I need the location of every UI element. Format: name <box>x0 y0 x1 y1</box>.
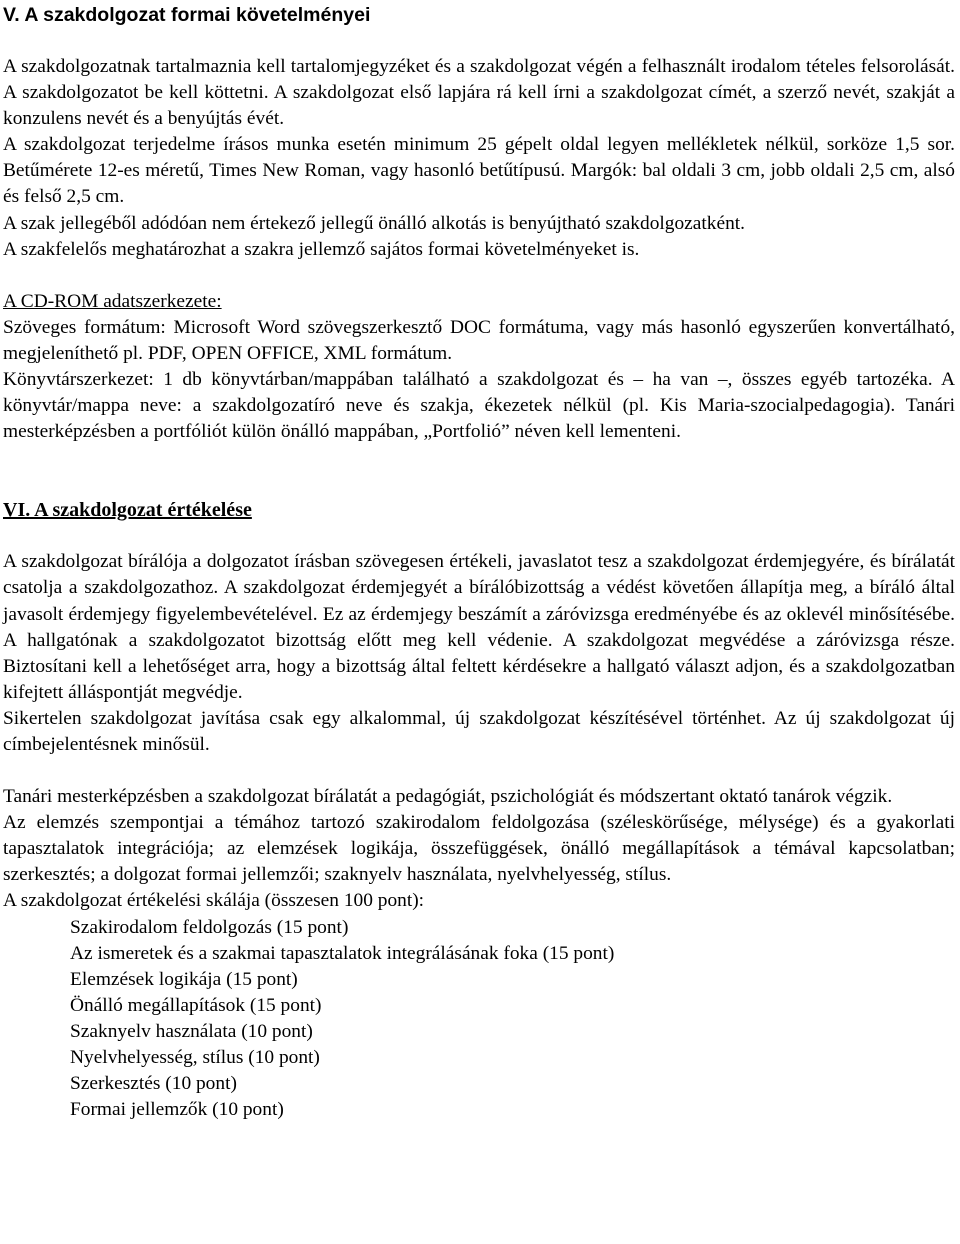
spacer <box>3 445 955 497</box>
cdrom-title: A CD-ROM adatszerkezete: <box>3 290 222 312</box>
section-6-paragraph-1: A szakdolgozat bírálója a dolgozatot írásban szövegesen értékeli, javaslatot tesz a szakdolgozat érdemjegyére, és bírálatát csatolja a szakdolgozathoz. A szakdolgozat érdemjegyét a bírálóbizottság a védést követően állapítja meg, a bíráló által javasolt érdemjegy figyelembevételével. Ez az érdemjegy beszámít a záróvizsga eredményébe és az oklevél minősítésébe. A hallgatónak a szakdolgozatot bizottság előtt meg kell védenie. A szakdolgozat megvédése a záróvizsga része. Biztosítani kell a lehetőséget arra, hogy a bizottság által feltett kérdésekre a hallgató választ adjon, és a szakdolgozatban kifejtett álláspontját megvédje. <box>3 551 955 703</box>
section-5-paragraph-1: A szakdolgozatnak tartalmaznia kell tartalomjegyzéket és a szakdolgozat végén a felhasznált irodalom tételes felsorolását. A szakdolgozatot be kell köttetni. A szakdolgozat első lapjára rá kell írni a szakdolgozat címét, a szerző nevét, szakját a konzulens nevét és a benyújtás évét. <box>3 56 955 130</box>
evaluation-scale-list <box>3 915 955 1124</box>
section-6-paragraph-4: Az elemzés szempontjai a témához tartozó szakirodalom feldolgozása (széleskörűsége, mélysége) és a gyakorlati tapasztalatok integrációja; az elemzések logikája, összefüggések, önálló megállapítások a témával kapcsolatban; szerkesztés; a dolgozat formai jellemzői; szaknyelv használata, nyelvhelyesség, stílus. <box>3 812 955 886</box>
list-item: Formai jellemzők (10 pont) <box>70 1099 284 1121</box>
section-6-paragraph-2: Sikertelen szakdolgozat javítása csak egy alkalommal, új szakdolgozat készítésével történhet. Az új szakdolgozat új címbejelentésnek minősül. <box>3 707 955 755</box>
section-5-paragraph-4: A szakfelelős meghatározhat a szakra jellemző sajátos formai követelményeket is. <box>3 238 640 260</box>
list-item: Elemzések logikája (15 pont) <box>70 968 298 990</box>
list-item: Önálló megállapítások (15 pont) <box>70 994 322 1016</box>
document-page <box>3 0 955 1123</box>
list-item: Az ismeretek és a szakmai tapasztalatok integrálásának foka (15 pont) <box>70 942 615 964</box>
list-item: Szaknyelv használata (10 pont) <box>70 1020 313 1042</box>
section-5-paragraph-3: A szak jellegéből adódóan nem értekező jellegű önálló alkotás is benyújtható szakdolgozatként. <box>3 212 745 234</box>
spacer <box>3 758 955 784</box>
list-item: Szakirodalom feldolgozás (15 pont) <box>70 916 349 938</box>
cdrom-paragraph-1: Szöveges formátum: Microsoft Word szövegszerkesztő DOC formátuma, vagy más hasonló egyszerűen konvertálható, megjeleníthető pl. PDF, OPEN OFFICE, XML formátum. <box>3 316 955 364</box>
section-6-paragraph-5: A szakdolgozat értékelési skálája (összesen 100 pont): <box>3 890 425 912</box>
list-item: Nyelvhelyesség, stílus (10 pont) <box>70 1047 320 1068</box>
cdrom-paragraph-2: Könyvtárszerkezet: 1 db könyvtárban/mappában található a szakdolgozat és – ha van –, összes egyéb tartozéka. A könyvtár/mappa neve: a szakdolgozatíró neve és szakja, ékezetek nélkül (pl. Kis Maria-szocialpedagogia). Tanári mesterképzésben a portfóliót külön önálló mappában, „Portfolió” néven kell lementeni. <box>3 369 955 443</box>
section-5-paragraph-2: A szakdolgozat terjedelme írásos munka esetén minimum 25 gépelt oldal legyen mellékletek nélkül, sorköze 1,5 sor. Betűmérete 12-es méretű, Times New Roman, vagy hasonló betűtípusú. Margók: bal oldali 3 cm, jobb oldali 2,5 cm, alsó és felső 2,5 cm. <box>3 134 955 208</box>
spacer <box>3 263 955 289</box>
section-6-paragraph-3: Tanári mesterképzésben a szakdolgozat bírálatát a pedagógiát, pszichológiát és módszertant oktató tanárok végzik. <box>3 786 893 808</box>
section-6-heading <box>3 497 955 523</box>
list-item: Szerkesztés (10 pont) <box>70 1073 237 1095</box>
spacer <box>3 28 955 54</box>
section-6-heading-text: VI. A szakdolgozat értékelése <box>3 499 252 522</box>
spacer <box>3 523 955 549</box>
section-5-heading: V. A szakdolgozat formai követelményei <box>3 4 371 26</box>
